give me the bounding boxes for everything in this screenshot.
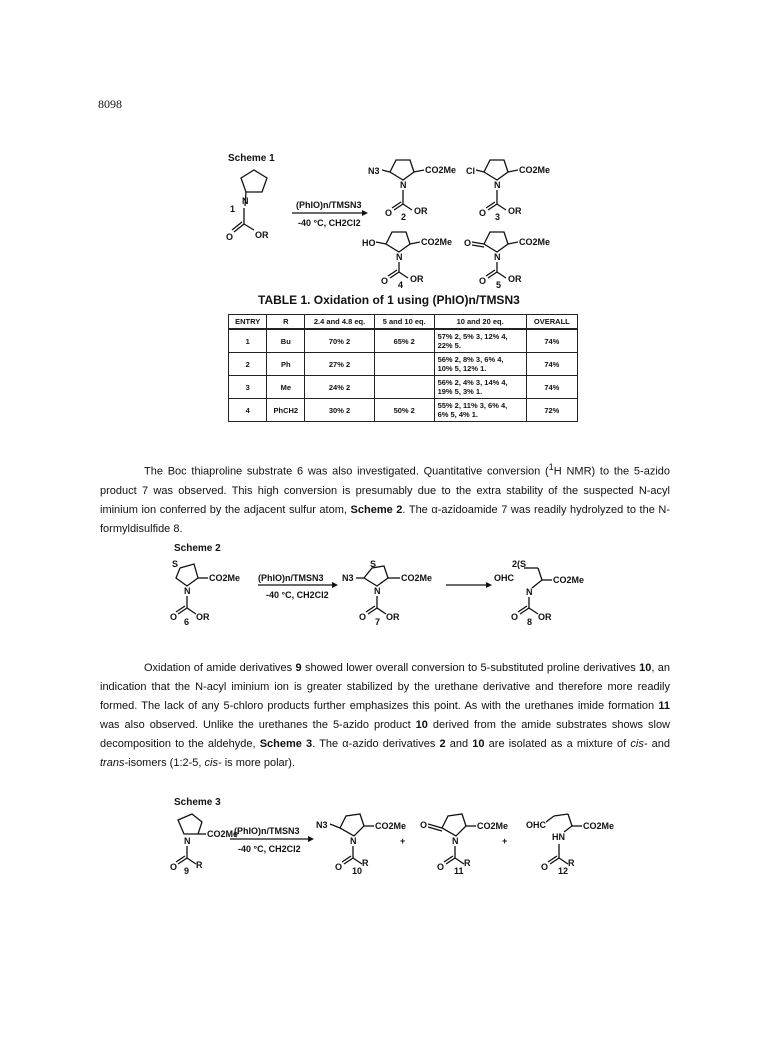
compound-11-r: R xyxy=(464,858,471,868)
compound-3-o: O xyxy=(479,208,487,218)
compound-1-o: O xyxy=(226,232,234,242)
compound-10-ester: CO2Me xyxy=(375,821,407,831)
table-header: 5 and 10 eq. xyxy=(374,315,434,330)
compound-11-ester: CO2Me xyxy=(477,821,509,831)
compound-3-structure xyxy=(466,158,566,228)
compound-5-number: 5 xyxy=(496,280,502,290)
compound-4-or: OR xyxy=(410,274,424,284)
table-cell: 50% 2 xyxy=(374,399,434,422)
compound-5-ester: CO2Me xyxy=(519,237,551,247)
compound-1-structure xyxy=(222,168,292,248)
compound-8-o: O xyxy=(511,612,519,622)
compound-7-number: 7 xyxy=(375,617,381,627)
compound-8-structure xyxy=(494,558,604,628)
compound-10-number: 10 xyxy=(352,866,363,876)
table-cell: 70% 2 xyxy=(305,329,375,353)
table-cell: PhCH2 xyxy=(267,399,305,422)
table-cell: 74% xyxy=(526,376,577,399)
paragraph-text: The Boc thiaproline substrate 6 was also investigated. Quantitative conversion ( xyxy=(144,465,549,478)
compound-number: 10 xyxy=(415,719,428,731)
scheme-reference: Scheme 3 xyxy=(259,738,313,750)
compound-11-number: 11 xyxy=(454,866,464,876)
compound-2-structure xyxy=(368,158,468,228)
compound-11-structure xyxy=(420,812,524,882)
table-cell xyxy=(434,353,526,376)
compound-6-number: 6 xyxy=(184,617,190,627)
compound-12-ester: CO2Me xyxy=(583,821,615,831)
compound-7-ester: CO2Me xyxy=(401,573,433,583)
compound-4-substituent: HO xyxy=(362,238,376,248)
scheme-2-reagent-top: (PhIO)n/TMSN3 xyxy=(258,573,324,583)
plus-sign: + xyxy=(400,836,406,846)
compound-1-number: 1 xyxy=(230,204,236,214)
scheme-2-label: Scheme 2 xyxy=(174,543,221,554)
table-cell: 2 xyxy=(229,353,267,376)
compound-7-n: N xyxy=(374,586,381,596)
italic-text: cis- xyxy=(630,738,648,750)
compound-10-n: N xyxy=(350,836,357,846)
table-row xyxy=(229,353,578,376)
compound-1-n: N xyxy=(242,196,249,206)
compound-3-n: N xyxy=(494,180,501,190)
table-cell: 72% xyxy=(526,399,577,422)
paragraph-text: was also observed. Unlike the urethanes the 5-azido product xyxy=(100,719,416,731)
compound-5-substituent: O xyxy=(464,238,472,248)
table-cell: 27% 2 xyxy=(305,353,375,376)
compound-3-or: OR xyxy=(508,206,522,216)
paragraph-text: . The α-azido derivatives xyxy=(312,738,440,750)
table-row xyxy=(229,376,578,399)
compound-3-ester: CO2Me xyxy=(519,165,551,175)
plus-sign: + xyxy=(502,836,508,846)
table-cell-line: 6% 5, 4% 1. xyxy=(437,410,479,419)
compound-4-o: O xyxy=(381,276,389,286)
compound-6-o: O xyxy=(170,612,178,622)
table-cell-line: 19% 5, 3% 1. xyxy=(437,387,483,396)
compound-2-n: N xyxy=(400,180,407,190)
compound-12-number: 12 xyxy=(558,866,569,876)
compound-6-or: OR xyxy=(196,612,210,622)
table-cell-line: 22% 5. xyxy=(437,341,461,350)
compound-2-substituent: N3 xyxy=(368,166,380,176)
table-cell: 3 xyxy=(229,376,267,399)
scheme-3-reagent-top: (PhIO)n/TMSN3 xyxy=(234,826,300,836)
compound-7-o: O xyxy=(359,612,367,622)
compound-10-r: R xyxy=(362,858,369,868)
compound-7-structure xyxy=(342,558,452,628)
superscript: 1 xyxy=(548,462,554,472)
compound-4-n: N xyxy=(396,252,403,262)
scheme-3-reagent-bottom: -40 °C, CH2Cl2 xyxy=(238,844,301,854)
compound-7-s: S xyxy=(370,559,377,569)
compound-8-ester: CO2Me xyxy=(553,575,585,585)
table-header: R xyxy=(267,315,305,330)
scheme-reference: Scheme 2 xyxy=(350,503,403,516)
table-cell-line: 56% 2, 4% 3, 14% 4, xyxy=(437,378,508,387)
compound-3-number: 3 xyxy=(495,212,501,222)
compound-9-number: 9 xyxy=(184,866,190,876)
table-cell xyxy=(374,353,434,376)
paragraph-text: Oxidation of amide derivatives xyxy=(144,662,296,674)
scheme-1-reagent-top: (PhIO)n/TMSN3 xyxy=(296,200,362,210)
table-header-row xyxy=(229,315,578,330)
compound-7-or: OR xyxy=(386,612,400,622)
table-cell xyxy=(434,399,526,422)
compound-11-o: O xyxy=(437,862,445,872)
paragraph-text: H NMR) to the 5-azido product 7 was observed. This high conversion is presumably due to the extra stability of the suspected N-acyl iminium ion conferred by the adjacent sulfur atom, xyxy=(100,465,670,516)
scheme-3-arrow xyxy=(228,818,318,862)
paragraph-text: derived from the amide substrates shows slow decomposition to the aldehyde, xyxy=(100,719,671,750)
table-cell: Ph xyxy=(267,353,305,376)
compound-2-o: O xyxy=(385,208,393,218)
compound-12-substituent: OHC xyxy=(526,820,546,830)
compound-5-n: N xyxy=(494,252,501,262)
paragraph-text: , an indication that the N-acyl iminium ion is greater stabilized by the urethane derivative and therefore more readily formed. The lack of any 5-chloro products further emphasizes this point. As with the urethanes imide formation xyxy=(100,662,670,712)
compound-5-structure xyxy=(464,230,568,290)
table-cell xyxy=(434,376,526,399)
compound-4-number: 4 xyxy=(398,280,404,290)
table-header: ENTRY xyxy=(229,315,267,330)
table-header: 10 and 20 eq. xyxy=(434,315,526,330)
paragraph-text: is more polar). xyxy=(221,757,296,769)
compound-12-o: O xyxy=(541,862,549,872)
compound-10-substituent: N3 xyxy=(316,820,328,830)
compound-number: 11 xyxy=(658,700,670,712)
scheme-2-reagent-bottom: -40 °C, CH2Cl2 xyxy=(266,590,329,600)
scheme-2-arrow xyxy=(256,572,342,612)
table-cell: 65% 2 xyxy=(374,329,434,353)
paragraph-text: are isolated as a mixture of xyxy=(484,738,631,750)
table-cell-line: 56% 2, 8% 3, 6% 4, xyxy=(437,355,504,364)
compound-number: 10 xyxy=(472,738,485,750)
compound-9-r: R xyxy=(196,860,203,870)
compound-10-o: O xyxy=(335,862,343,872)
table-cell: 4 xyxy=(229,399,267,422)
compound-4-ester: CO2Me xyxy=(421,237,453,247)
table-cell: 74% xyxy=(526,353,577,376)
paragraph-2 xyxy=(100,659,670,773)
compound-8-s: 2(S xyxy=(512,559,527,569)
italic-text: cis- xyxy=(204,757,222,769)
compound-7-substituent: N3 xyxy=(342,573,354,583)
paragraph-text: showed lower overall conversion to 5-substituted proline derivatives xyxy=(301,662,640,674)
scheme-1-label: Scheme 1 xyxy=(228,153,275,164)
table-cell: 24% 2 xyxy=(305,376,375,399)
paragraph-text: isomers (1:2-5, xyxy=(128,757,205,769)
table-cell xyxy=(434,329,526,353)
table-row xyxy=(229,399,578,422)
table-cell: 74% xyxy=(526,329,577,353)
table-cell-line: 57% 2, 5% 3, 12% 4, xyxy=(437,332,508,341)
compound-10-structure xyxy=(316,812,420,882)
compound-8-n: N xyxy=(526,587,533,597)
page-number: 8098 xyxy=(98,97,122,111)
table-header: 2.4 and 4.8 eq. xyxy=(305,315,375,330)
compound-1-or: OR xyxy=(255,230,269,240)
compound-9-n: N xyxy=(184,836,191,846)
paragraph-text: and xyxy=(445,738,473,750)
compound-2-ester: CO2Me xyxy=(425,165,457,175)
scheme-3-label: Scheme 3 xyxy=(174,797,221,808)
compound-12-structure xyxy=(526,812,630,882)
table-1 xyxy=(228,314,578,422)
table-cell-line: 55% 2, 11% 3, 6% 4, xyxy=(437,401,508,410)
table-row xyxy=(229,329,578,353)
compound-number: 9 xyxy=(295,662,302,674)
compound-6-s: S xyxy=(172,559,179,569)
compound-4-structure xyxy=(362,230,466,290)
table-cell: Me xyxy=(267,376,305,399)
compound-number: 2 xyxy=(439,738,446,750)
compound-11-substituent: O xyxy=(420,820,428,830)
compound-3-substituent: Cl xyxy=(466,166,475,176)
compound-2-or: OR xyxy=(414,206,428,216)
table-cell xyxy=(374,376,434,399)
paragraph-1 xyxy=(100,458,670,539)
compound-2-number: 2 xyxy=(401,212,407,222)
compound-5-or: OR xyxy=(508,274,522,284)
table-cell: 30% 2 xyxy=(305,399,375,422)
compound-6-n: N xyxy=(184,586,191,596)
compound-9-ester: CO2Me xyxy=(207,829,239,839)
table-cell-line: 10% 5, 12% 1. xyxy=(437,364,487,373)
compound-8-substituent: OHC xyxy=(494,573,514,583)
table-1-caption: TABLE 1. Oxidation of 1 using (PhIO)n/TMSN3 xyxy=(258,293,520,307)
paragraph-text: . The α-azidoamide 7 was readily hydrolyzed to the N-formyldisulfide 8. xyxy=(100,503,671,535)
italic-text: trans- xyxy=(100,757,129,769)
table-header: OVERALL xyxy=(526,315,577,330)
compound-12-n: HN xyxy=(552,832,565,842)
compound-8-number: 8 xyxy=(527,617,533,627)
compound-9-o: O xyxy=(170,862,178,872)
compound-6-ester: CO2Me xyxy=(209,573,241,583)
compound-8-or: OR xyxy=(538,612,552,622)
compound-5-o: O xyxy=(479,276,487,286)
scheme-1-reagent-bottom: -40 °C, CH2Cl2 xyxy=(298,218,361,228)
compound-11-n: N xyxy=(452,836,459,846)
table-cell: 1 xyxy=(229,329,267,353)
scheme-1-arrow xyxy=(290,198,370,238)
paragraph-text: and xyxy=(647,738,670,750)
compound-12-r: R xyxy=(568,858,575,868)
table-cell: Bu xyxy=(267,329,305,353)
compound-number: 10 xyxy=(639,662,652,674)
scheme-2-arrow-2 xyxy=(444,580,494,592)
